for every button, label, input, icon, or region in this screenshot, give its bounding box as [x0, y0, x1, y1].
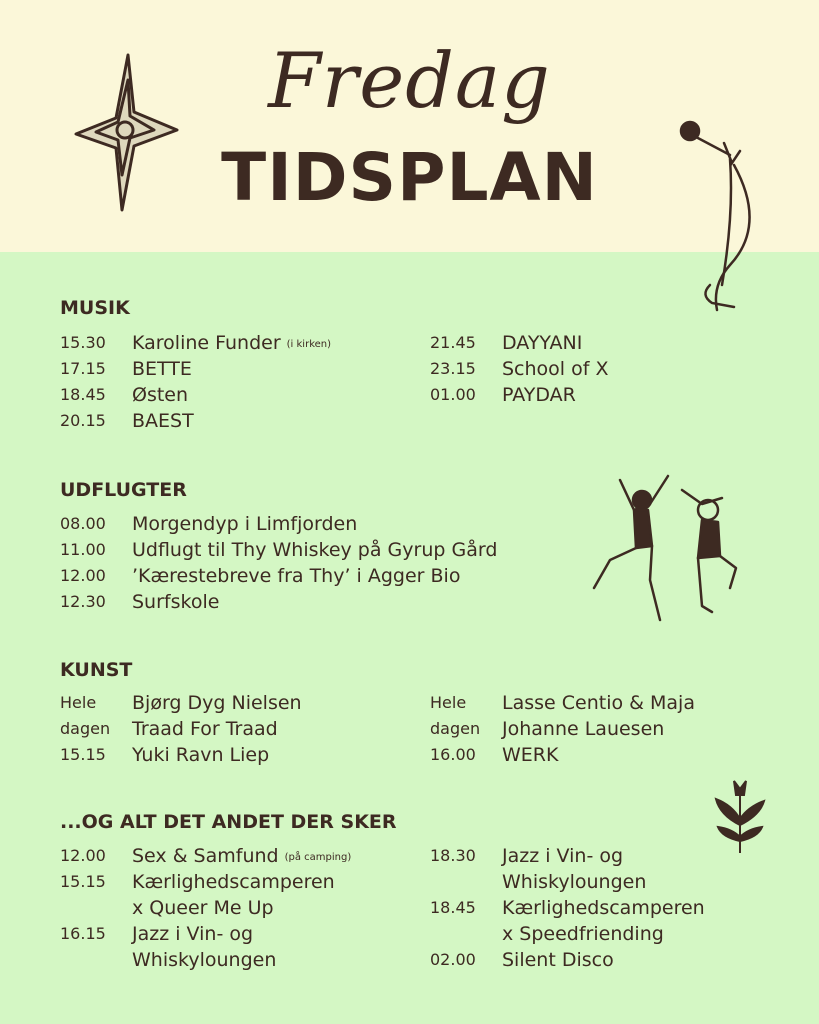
row-name: Karoline Funder (i kirken) — [132, 332, 332, 354]
row-name: BAEST — [132, 410, 194, 432]
row-name: Bjørg Dyg Nielsen — [132, 692, 302, 714]
row-time: 12.00 — [60, 566, 106, 585]
row-name: Morgendyp i Limfjorden — [132, 513, 358, 535]
row-name: Udflugt til Thy Whiskey på Gyrup Gård — [132, 539, 498, 561]
section-title-andet: ...OG ALT DET ANDET DER SKER — [60, 811, 397, 833]
row-time: 02.00 — [430, 950, 476, 969]
section-title-musik: MUSIK — [60, 297, 130, 319]
row-time: 16.00 — [430, 745, 476, 764]
row-name: School of X — [502, 358, 609, 380]
row-time: 12.30 — [60, 592, 106, 611]
row-name: DAYYANI — [502, 332, 583, 354]
microphone-stand-icon — [672, 115, 772, 315]
day-title: Fredag — [268, 36, 551, 125]
row-time: 15.15 — [60, 872, 106, 891]
row-note: (i kirken) — [286, 339, 332, 350]
row-name: ’Kærestebreve fra Thy’ i Agger Bio — [132, 565, 461, 587]
row-name: Jazz i Vin- og — [132, 923, 254, 945]
row-time: dagen — [60, 719, 111, 738]
row-time: 16.15 — [60, 924, 106, 943]
row-time: 21.45 — [430, 333, 476, 352]
row-name: Østen — [132, 384, 189, 406]
row-name: WERK — [502, 744, 559, 766]
section-title-kunst: KUNST — [60, 659, 133, 681]
row-time: 15.15 — [60, 745, 106, 764]
row-name: Whiskyloungen — [132, 949, 277, 971]
row-name: Kærlighedscamperen — [132, 871, 335, 893]
row-name: Lasse Centio & Maja — [502, 692, 695, 714]
row-name: x Queer Me Up — [132, 897, 274, 919]
row-name: Silent Disco — [502, 949, 614, 971]
row-time: 11.00 — [60, 540, 106, 559]
row-time: 15.30 — [60, 333, 106, 352]
flower-plant-icon — [710, 775, 770, 855]
row-time: Hele — [430, 693, 467, 712]
row-name: Kærlighedscamperen — [502, 897, 705, 919]
row-time: 12.00 — [60, 846, 106, 865]
row-time: dagen — [430, 719, 481, 738]
row-name: Jazz i Vin- og — [502, 845, 624, 867]
row-name: Whiskyloungen — [502, 871, 647, 893]
row-time: 01.00 — [430, 385, 476, 404]
row-name: Surfskole — [132, 591, 220, 613]
row-name: BETTE — [132, 358, 192, 380]
row-time: 23.15 — [430, 359, 476, 378]
row-note: (på camping) — [284, 852, 352, 863]
row-time: 20.15 — [60, 411, 106, 430]
row-name: x Speedfriending — [502, 923, 664, 945]
row-time: 08.00 — [60, 514, 106, 533]
row-name: Traad For Traad — [132, 718, 278, 740]
sparkle-star-icon — [72, 50, 182, 215]
row-time: 18.30 — [430, 846, 476, 865]
row-time: 17.15 — [60, 359, 106, 378]
row-time: 18.45 — [430, 898, 476, 917]
row-name: Yuki Ravn Liep — [132, 744, 270, 766]
row-name: Johanne Lauesen — [502, 718, 665, 740]
row-time: 18.45 — [60, 385, 106, 404]
section-title-udflugter: UDFLUGTER — [60, 479, 187, 501]
row-name: Sex & Samfund (på camping) — [132, 845, 352, 867]
dancers-illustration-icon — [590, 470, 750, 630]
row-name: PAYDAR — [502, 384, 576, 406]
page-title: TIDSPLAN — [221, 139, 598, 216]
row-time: Hele — [60, 693, 97, 712]
